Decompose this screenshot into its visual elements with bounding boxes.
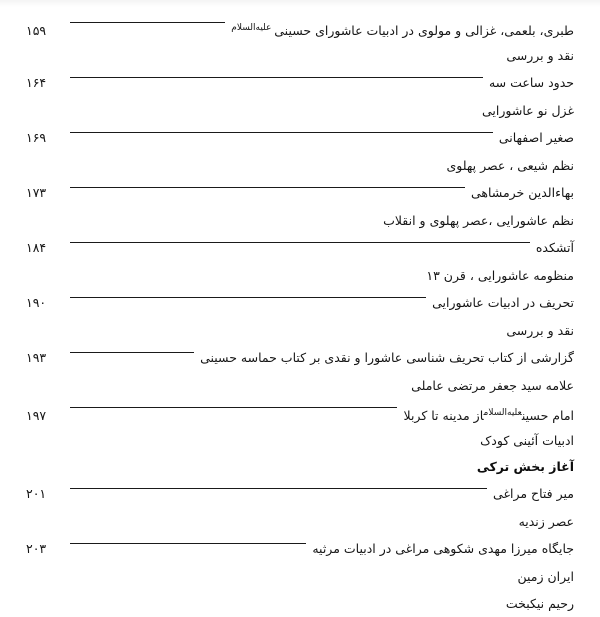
toc-leader-line: [70, 358, 194, 359]
toc-entry-page-number[interactable]: ۱۶۴: [26, 75, 47, 90]
toc-entry-title[interactable]: تحریف در ادبیات عاشورایی: [432, 295, 574, 310]
honorific-icon: علیه‌السلام: [231, 23, 275, 33]
toc-leader-line: [70, 28, 225, 29]
toc-entry-subtitle: نظم شیعی ، عصر پهلوی: [446, 158, 574, 173]
toc-section-heading: آغاز بخش ترکی: [476, 459, 574, 474]
toc-leader-line: [70, 248, 530, 249]
toc-entry-title[interactable]: [227, 14, 574, 45]
toc-entry-subtitle: ایران زمین: [517, 569, 574, 584]
toc-entry-subtitle: نقد و بررسی: [506, 323, 574, 338]
toc-entry-main-line: [26, 234, 574, 262]
toc-entry-subtitle: علامه سید جعفر مرتضی عاملی: [411, 378, 574, 393]
honorific-icon: علیه‌السلام: [483, 408, 522, 418]
toc-entries-container: [26, 14, 574, 617]
toc-entry[interactable]: [26, 480, 574, 535]
toc-leader-line: [70, 193, 465, 194]
toc-entry-title[interactable]: میر فتاح مراغی: [493, 486, 574, 501]
toc-entry-title[interactable]: گزارشی از کتاب تحریف شناسی عاشورا و نقدی بر کتاب حماسه حسینی: [200, 350, 574, 365]
toc-entry-subtitle: نقد و بررسی: [506, 48, 574, 63]
toc-entry-main-line: [26, 14, 574, 42]
toc-entry-main-line: [26, 535, 574, 563]
toc-entry-subtitle: نظم عاشورایی ،عصر پهلوی و انقلاب: [383, 213, 574, 228]
toc-leader-line: [70, 494, 487, 495]
toc-entry[interactable]: [26, 344, 574, 399]
toc-entry-page-number[interactable]: ۱۹۳: [26, 350, 47, 365]
toc-entry-page-number[interactable]: ۲۰۱: [26, 486, 47, 501]
toc-entry-subtitle: منظومه عاشورایی ، قرن ۱۳: [426, 268, 574, 283]
toc-leader-line: [70, 303, 426, 304]
toc-leader-line: [70, 138, 493, 139]
toc-entry[interactable]: [26, 179, 574, 234]
toc-entry[interactable]: [26, 399, 574, 454]
toc-entry-title[interactable]: حدود ساعت سه: [488, 75, 574, 90]
toc-entry[interactable]: [26, 289, 574, 344]
toc-entry-main-line: [26, 480, 574, 508]
toc-entry-subtitle: غزل نو عاشورایی: [481, 103, 574, 118]
toc-leader-line: [70, 549, 306, 550]
toc-entry[interactable]: [26, 14, 574, 69]
page-edge-shading: [0, 0, 600, 7]
toc-entry-page-number[interactable]: ۱۷۳: [26, 185, 47, 200]
toc-entry-title[interactable]: صغیر اصفهانی: [498, 130, 574, 145]
toc-leader-line: [70, 413, 397, 414]
toc-trailing-line: رحیم نیکبخت: [505, 596, 574, 611]
toc-entry-page-number[interactable]: ۱۸۴: [26, 240, 47, 255]
toc-entry[interactable]: [26, 124, 574, 179]
toc-entry-title[interactable]: بهاءالدین خرمشاهی: [470, 185, 574, 200]
toc-entry[interactable]: [26, 69, 574, 124]
toc-entry-title[interactable]: [399, 399, 574, 430]
toc-entry-title-part-trailing: از مدینه تا کربلا: [403, 408, 484, 424]
toc-entry-title-part-leading: امام حسین: [521, 408, 574, 424]
toc-leader-line: [70, 83, 483, 84]
toc-entry-subtitle: عصر زندیه: [518, 514, 574, 529]
toc-entry-main-line: [26, 344, 574, 372]
toc-entry-main-line: [26, 399, 574, 427]
toc-entry-main-line: [26, 124, 574, 152]
toc-entry-main-line: [26, 69, 574, 97]
toc-entry-title-text: طبری، بلعمی، غزالی و مولوی در ادبیات عاشورای حسینی: [274, 23, 574, 39]
toc-entry-page-number[interactable]: ۲۰۳: [26, 541, 47, 556]
toc-entry[interactable]: [26, 234, 574, 289]
toc-entry-page-number[interactable]: ۱۹۷: [26, 408, 47, 424]
toc-entry-title[interactable]: جایگاه میرزا مهدی شکوهی مراغی در ادبیات مرثیه: [312, 541, 574, 556]
toc-entry[interactable]: [26, 535, 574, 590]
toc-entry-page-number[interactable]: ۱۶۹: [26, 130, 47, 145]
toc-entry-main-line: [26, 289, 574, 317]
toc-entry-title[interactable]: آتشکده: [535, 240, 574, 255]
toc-entry-subtitle: ادبیات آئینی کودک: [480, 433, 574, 448]
toc-entry-main-line: [26, 179, 574, 207]
toc-entry-page-number[interactable]: ۱۹۰: [26, 295, 47, 310]
toc-entry-page-number[interactable]: ۱۵۹: [26, 23, 47, 39]
